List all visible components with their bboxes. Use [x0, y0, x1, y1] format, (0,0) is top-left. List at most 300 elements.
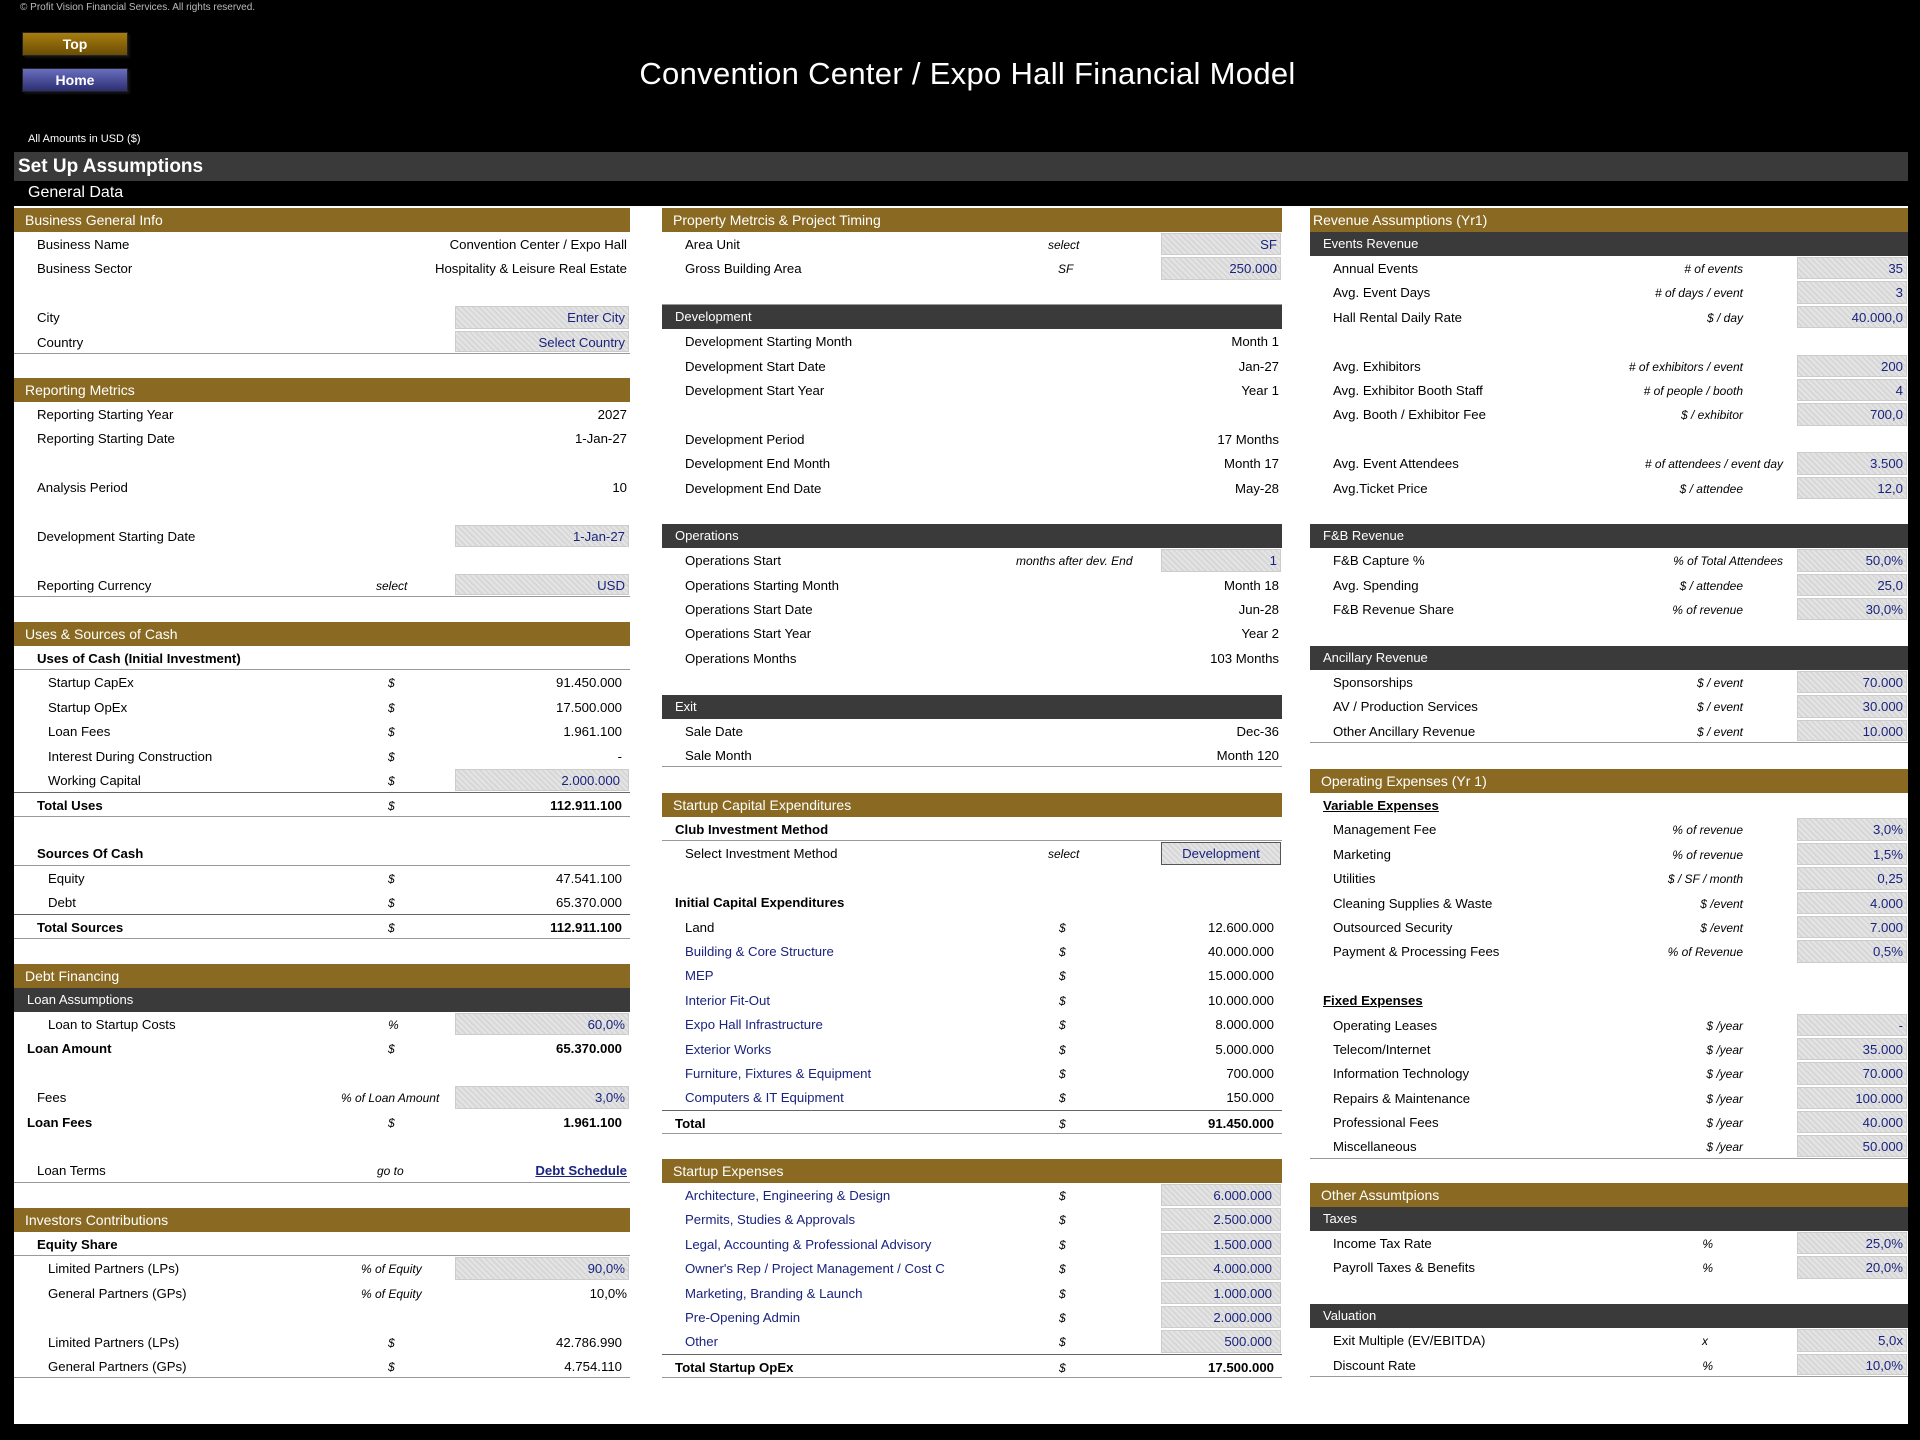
row-unit: $ [1059, 1213, 1066, 1228]
payroll-tax-row [1310, 1255, 1908, 1279]
row-label: Loan Fees [48, 724, 111, 740]
row-label: Payroll Taxes & Benefits [1333, 1260, 1475, 1276]
ops-date-value: Jun-28 [1238, 602, 1279, 618]
idc-value: - [617, 748, 622, 764]
fb-share-input[interactable]: 30,0% [1797, 598, 1907, 620]
row-label: Limited Partners (LPs) [48, 1334, 180, 1350]
row-unit: $ [388, 676, 395, 691]
capex-item-row [662, 963, 1282, 987]
spacer [1310, 1280, 1908, 1304]
sponsorships-row [1310, 670, 1908, 694]
panel-header: Uses & Sources of Cash [14, 622, 630, 646]
income-tax-row [1310, 1231, 1908, 1255]
row-unit: $ / attendee [1679, 578, 1743, 593]
country-select[interactable]: Select Country [455, 331, 629, 352]
row-label: Outsourced Security [1333, 919, 1453, 935]
row-unit: $ [1059, 1091, 1066, 1106]
startup-capex-panel [662, 793, 1282, 1134]
row-unit: $ [388, 700, 395, 715]
equity-share-subheader [14, 1232, 630, 1256]
row-label: Limited Partners (LPs) [48, 1261, 180, 1277]
reporting-metrics-panel [14, 378, 630, 597]
panel-header: Startup Capital Expenditures [662, 793, 1282, 817]
events-subheader: Events Revenue [1310, 232, 1908, 256]
subheader-label: Club Investment Method [675, 822, 829, 837]
row-label[interactable]: Other [685, 1334, 718, 1350]
row-unit: % of revenue [1672, 847, 1743, 862]
row-unit: $ [388, 725, 395, 740]
row-label: F&B Capture % [1333, 553, 1425, 569]
panel-header: Startup Expenses [662, 1159, 1282, 1183]
row-label[interactable]: Computers & IT Equipment [685, 1090, 844, 1106]
fb-capture-row [1310, 548, 1908, 572]
startup-expense-input[interactable]: 500.000 [1161, 1330, 1281, 1352]
capex-item-value: 150.000 [1226, 1090, 1274, 1106]
startup-opex-total-value: 17.500.000 [1207, 1359, 1274, 1375]
loan-pct-input[interactable]: 60,0% [455, 1013, 629, 1035]
row-unit: $ [1059, 1018, 1066, 1033]
debt-financing-panel [14, 964, 630, 1183]
row-label: Utilities [1333, 871, 1376, 887]
capex-item-value: 15.000.000 [1207, 968, 1274, 984]
row-label: Avg.Ticket Price [1333, 480, 1428, 496]
subheader-label: Variable Expenses [1323, 798, 1439, 813]
lp-amount-row [14, 1330, 630, 1354]
row-unit: $ / day [1706, 310, 1743, 325]
startup-capex-row [14, 670, 630, 694]
row-unit: % of Total Attendees [1673, 554, 1783, 569]
row-unit: $ [388, 921, 395, 936]
row-unit: # of events [1684, 262, 1743, 276]
spacer [1310, 964, 1908, 988]
row-label[interactable]: Owner's Rep / Project Management / Cost C [685, 1261, 945, 1277]
row-unit: select [1048, 238, 1080, 252]
row-unit: % of Loan Amount [341, 1091, 440, 1106]
row-unit: $ [388, 1042, 395, 1057]
discount-rate-input[interactable]: 10,0% [1797, 1354, 1907, 1375]
row-label: Land [685, 919, 715, 935]
dev-period-value: 17 Months [1217, 431, 1279, 447]
startup-expense-row [662, 1256, 1282, 1280]
row-unit: $ [1059, 944, 1066, 959]
ops-date-row [662, 597, 1282, 621]
dev-period-row [662, 427, 1282, 451]
dev-end-month-value: Month 17 [1224, 456, 1279, 472]
row-unit: $ /year [1706, 1091, 1743, 1106]
ancillary-subheader: Ancillary Revenue [1310, 646, 1908, 670]
variable-expense-row [1310, 915, 1908, 939]
row-unit: $ [1059, 993, 1066, 1008]
booth-fee-row [1310, 402, 1908, 426]
row-label: Avg. Event Days [1333, 285, 1431, 301]
panel-header: Reporting Metrics [14, 378, 630, 402]
ops-months-row [662, 646, 1282, 670]
row-label: Reporting Starting Year [37, 407, 174, 422]
fixed-expense-input[interactable]: 50.000 [1797, 1135, 1907, 1156]
row-unit: $ [388, 1359, 395, 1374]
row-unit: go to [377, 1164, 404, 1179]
dev-month-value: Month 1 [1231, 334, 1279, 350]
row-label: Management Fee [1333, 822, 1437, 838]
top-button[interactable]: Top [22, 32, 128, 56]
row-label: Telecom/Internet [1333, 1041, 1431, 1057]
spacer [1310, 500, 1908, 524]
attendees-input[interactable]: 3.500 [1797, 452, 1907, 474]
area-unit-select[interactable]: SF [1161, 233, 1281, 255]
row-label: Avg. Spending [1333, 577, 1419, 593]
variable-expense-input[interactable]: 4.000 [1797, 892, 1907, 914]
row-label: Gross Building Area [685, 261, 802, 277]
row-label: Development End Date [685, 480, 822, 496]
loan-fees-row [14, 1110, 630, 1134]
fees-row [14, 1085, 630, 1109]
row-label[interactable]: Furniture, Fixtures & Equipment [685, 1065, 872, 1081]
area-unit-row [662, 232, 1282, 256]
fixed-expense-row [1310, 1110, 1908, 1134]
startup-expense-input[interactable]: 1.500.000 [1161, 1233, 1281, 1255]
spacer [662, 500, 1282, 524]
row-label: Exit Multiple (EV/EBITDA) [1333, 1333, 1486, 1349]
row-label: Business Sector [37, 261, 133, 277]
currency-select[interactable]: USD [455, 574, 629, 595]
row-unit: $ /year [1706, 1116, 1743, 1131]
capex-item-value: 8.000.000 [1215, 1017, 1274, 1033]
row-label: Equity [48, 870, 85, 886]
startup-expense-input[interactable]: 4.000.000 [1161, 1257, 1281, 1279]
dev-date-row [662, 354, 1282, 378]
row-unit: $ [1059, 969, 1066, 984]
sponsorships-input[interactable]: 70.000 [1797, 671, 1907, 693]
uses-sources-panel [14, 622, 630, 939]
startup-opex-row [14, 695, 630, 719]
startup-expense-row [662, 1281, 1282, 1305]
row-label[interactable]: MEP [685, 968, 714, 984]
city-row [14, 305, 630, 329]
sale-date-row [662, 719, 1282, 743]
variable-expense-input[interactable]: 0,25 [1797, 867, 1907, 889]
row-unit: $ [1059, 1286, 1066, 1301]
row-label: F&B Revenue Share [1333, 602, 1454, 618]
row-label: Working Capital [48, 772, 141, 788]
capex-item-value: 700.000 [1226, 1065, 1274, 1081]
exit-multiple-row [1310, 1328, 1908, 1352]
fees-input[interactable]: 3,0% [455, 1086, 629, 1108]
club-subheader [662, 817, 1282, 841]
row-unit: select [1048, 847, 1080, 862]
row-label[interactable]: Building & Core Structure [685, 943, 834, 959]
row-label: Sale Date [685, 723, 743, 739]
row-unit: % of Revenue [1667, 945, 1743, 960]
loan-assumptions-subheader: Loan Assumptions [14, 988, 630, 1012]
reporting-year-value: 2027 [597, 407, 627, 422]
hall-rate-row [1310, 305, 1908, 329]
spacer [14, 500, 630, 524]
startup-expense-input[interactable]: 2.500.000 [1161, 1208, 1281, 1230]
av-services-row [1310, 694, 1908, 718]
fixed-subheader [1310, 988, 1908, 1012]
row-label[interactable]: Interior Fit-Out [685, 992, 771, 1008]
income-tax-input[interactable]: 25,0% [1797, 1232, 1907, 1254]
fixed-expense-row [1310, 1037, 1908, 1061]
startup-expense-row [662, 1305, 1282, 1329]
row-unit: $ [1059, 1042, 1066, 1057]
row-label: Business Name [37, 237, 130, 252]
row-unit: $ [388, 799, 395, 814]
row-label[interactable]: Exterior Works [685, 1041, 772, 1057]
spacer [1310, 621, 1908, 645]
operating-expenses-panel [1310, 769, 1908, 1159]
row-label: Repairs & Maintenance [1333, 1090, 1471, 1106]
row-label[interactable]: Architecture, Engineering & Design [685, 1188, 891, 1203]
booth-staff-row [1310, 378, 1908, 402]
fixed-expense-input[interactable]: - [1797, 1014, 1907, 1036]
row-unit: $ /year [1706, 1018, 1743, 1033]
fixed-expense-row [1310, 1086, 1908, 1110]
ops-start-input[interactable]: 1 [1161, 549, 1281, 571]
exit-multiple-input[interactable]: 5,0x [1797, 1329, 1907, 1351]
spacer [662, 670, 1282, 694]
spacer [14, 1305, 630, 1329]
investment-method-select[interactable]: Development [1161, 842, 1281, 864]
startup-expense-input[interactable]: 6.000.000 [1161, 1184, 1281, 1206]
other-ancillary-input[interactable]: 10.000 [1797, 720, 1907, 741]
valuation-subheader: Valuation [1310, 1304, 1908, 1328]
subheader-label: Initial Capital Expenditures [675, 895, 845, 911]
annual-events-input[interactable]: 35 [1797, 257, 1907, 279]
row-unit: $ / exhibitor [1680, 408, 1743, 423]
equity-value: 47.541.100 [555, 870, 622, 886]
startup-expense-input[interactable]: 2.000.000 [1161, 1306, 1281, 1328]
payroll-tax-input[interactable]: 20,0% [1797, 1256, 1907, 1278]
gba-input[interactable]: 250.000 [1161, 257, 1281, 279]
panel-header: Operating Expenses (Yr 1) [1310, 769, 1908, 793]
spacer [662, 281, 1282, 305]
row-label: Reporting Starting Date [37, 431, 175, 447]
row-label[interactable]: Expo Hall Infrastructure [685, 1017, 823, 1033]
capex-list [662, 915, 1282, 1110]
subheader-label: Fixed Expenses [1323, 993, 1423, 1009]
row-unit: # of attendees / event day [1644, 457, 1783, 472]
row-unit: $ [388, 773, 395, 788]
fixed-expense-input[interactable]: 100.000 [1797, 1087, 1907, 1109]
row-label: Loan Fees [27, 1114, 93, 1130]
row-unit: $ /event [1700, 896, 1743, 911]
row-label: City [37, 310, 60, 326]
row-unit: $ [1059, 1189, 1066, 1203]
row-label: Development Starting Month [685, 334, 853, 350]
row-unit: $ [1059, 920, 1066, 935]
row-label: Discount Rate [1333, 1357, 1416, 1373]
fixed-expense-input[interactable]: 40.000 [1797, 1111, 1907, 1133]
fb-capture-input[interactable]: 50,0% [1797, 549, 1907, 571]
fixed-expense-input[interactable]: 35.000 [1797, 1038, 1907, 1060]
other-ancillary-row [1310, 719, 1908, 743]
other-assumptions-panel [1310, 1183, 1908, 1377]
ops-year-row [662, 621, 1282, 645]
spacer [14, 451, 630, 475]
booth-fee-input[interactable]: 700,0 [1797, 403, 1907, 425]
lp-share-row [14, 1256, 630, 1280]
ops-month-row [662, 573, 1282, 597]
row-unit: $ [1059, 1116, 1066, 1131]
row-unit: % [1702, 1358, 1713, 1373]
business-name-value: Convention Center / Expo Hall [449, 237, 627, 252]
startup-expense-row [662, 1207, 1282, 1231]
variable-expense-input[interactable]: 1,5% [1797, 843, 1907, 865]
gp-share-value: 10,0% [589, 1285, 627, 1301]
capex-item-row [662, 1037, 1282, 1061]
row-label: Startup CapEx [48, 675, 134, 691]
attendees-row [1310, 451, 1908, 475]
variable-expense-input[interactable]: 7.000 [1797, 916, 1907, 938]
panel-header: Revenue Assumptions (Yr1) [1310, 208, 1908, 232]
country-row [14, 330, 630, 354]
startup-expense-input[interactable]: 1.000.000 [1161, 1282, 1281, 1304]
capex-item-value: 40.000.000 [1207, 943, 1274, 959]
row-label: Avg. Event Attendees [1333, 456, 1459, 472]
exhibitors-input[interactable]: 200 [1797, 355, 1907, 377]
gp-share-row [14, 1281, 630, 1305]
dev-start-date-input[interactable]: 1-Jan-27 [455, 525, 629, 547]
lp-amount-value: 42.786.990 [555, 1334, 622, 1350]
working-capital-input[interactable]: 2.000.000 [455, 769, 629, 791]
variable-expense-input[interactable]: 0,5% [1797, 940, 1907, 962]
row-unit: % of Equity [361, 1286, 422, 1301]
startup-expenses-panel [662, 1159, 1282, 1378]
debt-schedule-link[interactable]: Debt Schedule [535, 1163, 627, 1179]
event-days-input[interactable]: 3 [1797, 281, 1907, 303]
capex-item-row [662, 1085, 1282, 1109]
row-label: Reporting Currency [37, 577, 152, 593]
loan-fees-total-value: 1.961.100 [563, 1114, 622, 1130]
row-label[interactable]: Marketing, Branding & Launch [685, 1285, 863, 1301]
business-name-row [14, 232, 630, 256]
row-unit: % [1702, 1261, 1713, 1276]
dev-month-row [662, 329, 1282, 353]
row-label: Development Start Date [685, 358, 826, 374]
row-label: General Partners (GPs) [48, 1285, 187, 1301]
row-unit: % [388, 1018, 399, 1032]
section-title: Set Up Assumptions [14, 152, 1908, 181]
row-unit: $ [388, 1335, 395, 1350]
capex-item-row [662, 1012, 1282, 1036]
row-label[interactable]: Legal, Accounting & Professional Advisory [685, 1236, 932, 1252]
av-services-input[interactable]: 30.000 [1797, 695, 1907, 717]
row-label[interactable]: Pre-Opening Admin [685, 1309, 801, 1325]
row-unit: $ / event [1696, 700, 1743, 715]
spacer [14, 1061, 630, 1085]
variable-expense-row [1310, 842, 1908, 866]
row-label[interactable]: Permits, Studies & Approvals [685, 1212, 856, 1228]
dev-date-value: Jan-27 [1238, 358, 1279, 374]
total-uses-row [14, 792, 630, 816]
startup-capex-value: 91.450.000 [555, 675, 622, 691]
spacer [1310, 427, 1908, 451]
home-button[interactable]: Home [22, 68, 128, 92]
booth-staff-input[interactable]: 4 [1797, 379, 1907, 401]
capex-item-row [662, 988, 1282, 1012]
row-label: Loan Amount [27, 1041, 112, 1057]
row-unit: $ [1059, 1262, 1066, 1277]
startup-expense-row [662, 1232, 1282, 1256]
row-label: Country [37, 334, 84, 350]
equity-row [14, 866, 630, 890]
capex-item-value: 10.000.000 [1207, 992, 1274, 1008]
ticket-price-input[interactable]: 12,0 [1797, 477, 1907, 499]
row-unit: $ / event [1696, 724, 1743, 739]
city-input[interactable]: Enter City [455, 306, 629, 328]
row-label: Analysis Period [37, 480, 128, 496]
startup-opex-value: 17.500.000 [555, 699, 622, 715]
variable-expense-input[interactable]: 3,0% [1797, 818, 1907, 840]
hall-rate-input[interactable]: 40.000,0 [1797, 306, 1907, 328]
loan-fees-value: 1.961.100 [563, 724, 622, 740]
row-unit: $ / SF / month [1667, 872, 1743, 887]
loan-pct-row [14, 1012, 630, 1036]
total-sources-row [14, 914, 630, 938]
row-unit: $ [1059, 1360, 1066, 1375]
row-unit: $ [1059, 1237, 1066, 1252]
spacer [14, 548, 630, 572]
panel-header: Business General Info [14, 208, 630, 232]
row-unit: $ /year [1706, 1067, 1743, 1082]
initial-capex-subheader [662, 890, 1282, 914]
ops-start-row [662, 548, 1282, 572]
sources-subheader [14, 841, 630, 865]
page-title: Convention Center / Expo Hall Financial Model [639, 56, 1296, 91]
gp-amount-value: 4.754.110 [564, 1358, 622, 1374]
row-unit: $ [1059, 1066, 1066, 1081]
subheader-label: Equity Share [37, 1237, 118, 1252]
row-label: Sponsorships [1333, 674, 1413, 690]
row-unit: $ [1059, 1310, 1066, 1325]
row-unit: % of Equity [361, 1262, 422, 1277]
row-label: Operating Leases [1333, 1017, 1438, 1033]
panel-header: Debt Financing [14, 964, 630, 988]
dev-year-row [662, 378, 1282, 402]
startup-expenses-list [662, 1183, 1282, 1354]
subsection-title: General Data [28, 184, 124, 201]
total-uses-value: 112.911.100 [550, 798, 622, 814]
sale-date-value: Dec-36 [1236, 723, 1279, 739]
capex-total-row [662, 1110, 1282, 1134]
row-unit: $ [388, 749, 395, 764]
row-unit: % of revenue [1672, 823, 1743, 838]
row-label: Other Ancillary Revenue [1333, 723, 1476, 739]
loan-amount-row [14, 1036, 630, 1060]
working-capital-row [14, 768, 630, 792]
sale-month-value: Month 120 [1216, 748, 1279, 764]
row-label: Loan Terms [37, 1163, 106, 1179]
ops-month-value: Month 18 [1224, 577, 1279, 593]
fb-spending-input[interactable]: 25,0 [1797, 574, 1907, 596]
development-subheader: Development [662, 305, 1282, 329]
ops-year-value: Year 2 [1241, 626, 1279, 642]
currency-row [14, 573, 630, 597]
property-timing-panel [662, 208, 1282, 767]
fixed-expense-input[interactable]: 70.000 [1797, 1062, 1907, 1084]
row-label: Annual Events [1333, 261, 1419, 276]
variable-expense-row [1310, 891, 1908, 915]
dev-start-date-row [14, 524, 630, 548]
spacer [14, 281, 630, 305]
row-label: Cleaning Supplies & Waste [1333, 895, 1493, 911]
capex-item-row [662, 939, 1282, 963]
row-label: Total Uses [37, 798, 103, 814]
lp-share-input[interactable]: 90,0% [455, 1257, 629, 1279]
row-label: Operations Months [685, 650, 797, 666]
sale-month-row [662, 743, 1282, 767]
